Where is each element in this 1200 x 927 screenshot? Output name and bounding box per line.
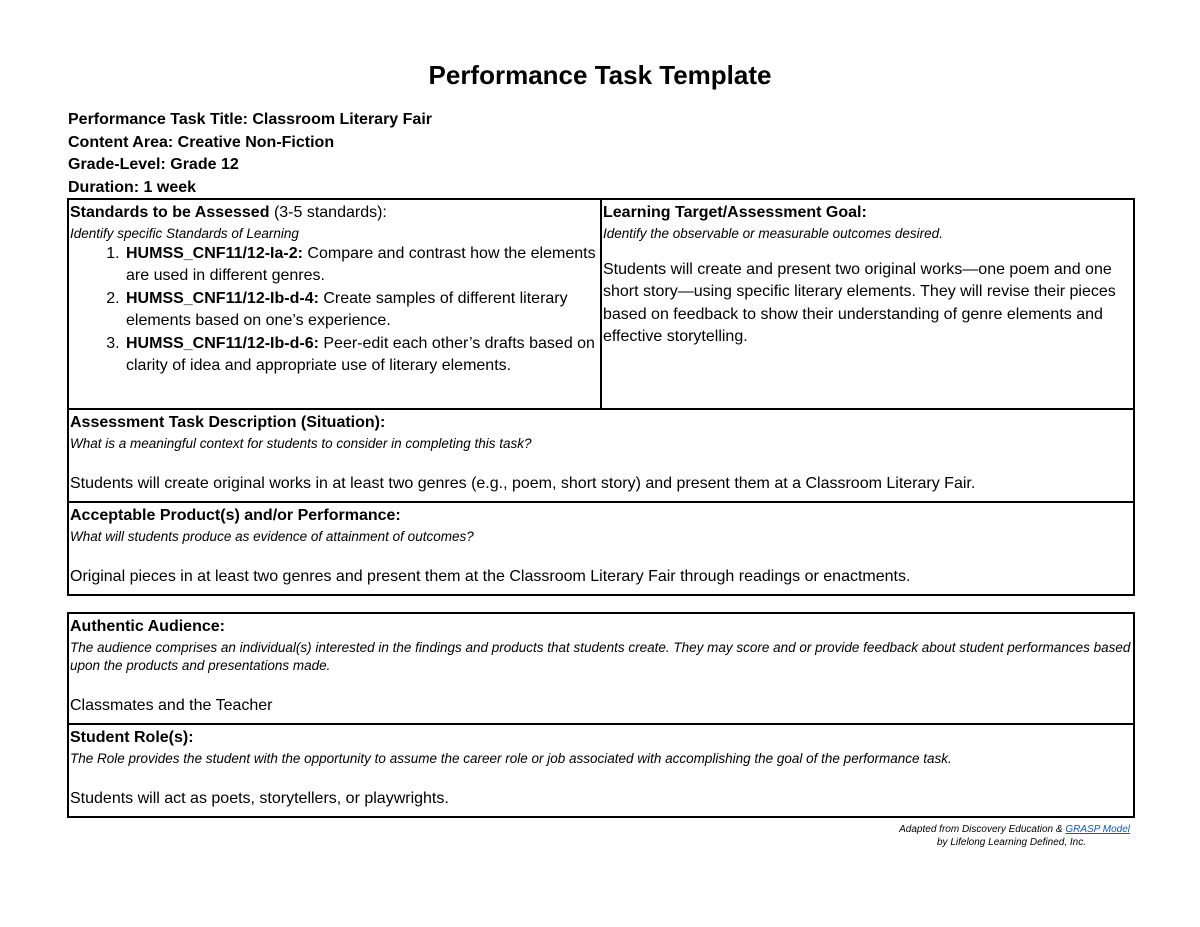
task-description-instruction: What is a meaningful context for students to consider in completing this task? — [70, 435, 532, 451]
task-description-body: Students will create original works in at least two genres (e.g., poem, short story) and present them at a Classroom Literary Fair. — [70, 474, 976, 492]
standard-item: 3. HUMSS_CNF11/12-Ib-d-6: Peer-edit each other’s drafts based on clarity of idea and appropriate use of literary elements. — [124, 333, 598, 378]
duration: Duration: 1 week — [68, 178, 197, 196]
attribution-prefix: Adapted from Discovery Education & — [899, 824, 1063, 835]
role-instruction: The Role provides the student with the opportunity to assume the career role or job associated with accomplishing the goal of the performance task. — [70, 750, 952, 766]
task-metadata — [68, 109, 432, 199]
audience-cell — [68, 613, 1134, 724]
standard-item: 2. HUMSS_CNF11/12-Ib-d-4: Create samples of different literary elements based on one’s experience. — [124, 288, 598, 333]
learning-target-heading: Learning Target/Assessment Goal: — [603, 204, 867, 221]
audience-instruction: The audience comprises an individual(s) interested in the findings and products that students create. They may score and or provide feedback about student performances based upon the products and presentations made. — [70, 639, 1131, 673]
standards-cell — [68, 199, 601, 409]
role-cell — [68, 724, 1134, 817]
task-title: Performance Task Title: Classroom Literary Fair — [68, 111, 432, 128]
audience-body: Classmates and the Teacher — [70, 696, 273, 714]
standards-list — [70, 243, 598, 378]
standards-instruction: Identify specific Standards of Learning — [70, 225, 299, 241]
attribution-line2: by Lifelong Learning Defined, Inc. — [937, 837, 1086, 848]
attribution — [880, 823, 1130, 849]
product-instruction: What will students produce as evidence of attainment of outcomes? — [70, 528, 474, 544]
task-table-grasp — [67, 612, 1135, 818]
learning-target-body: Students will create and present two original works—one poem and one short story—using specific literary elements. They will revise their pieces based on feedback to show their understanding of genre elements and effective storytelling. — [603, 260, 1116, 345]
product-body: Original pieces in at least two genres and present them at the Classroom Literary Fair through readings or enactments. — [70, 567, 911, 585]
task-table-main — [67, 198, 1135, 596]
content-area: Content Area: Creative Non-Fiction — [68, 133, 335, 151]
page-title: Performance Task Template — [428, 60, 772, 90]
grasp-model-link[interactable]: GRASP Model — [1065, 824, 1130, 835]
role-heading: Student Role(s): — [70, 729, 194, 746]
task-description-cell — [68, 409, 1134, 502]
product-heading: Acceptable Product(s) and/or Performance: — [70, 507, 401, 524]
audience-heading: Authentic Audience: — [70, 618, 225, 635]
standards-heading-note: (3-5 standards): — [273, 204, 387, 221]
role-body: Students will act as poets, storytellers, or playwrights. — [70, 789, 449, 807]
task-description-heading: Assessment Task Description (Situation): — [70, 414, 386, 431]
learning-target-instruction: Identify the observable or measurable outcomes desired. — [603, 225, 943, 241]
product-cell — [68, 502, 1134, 595]
learning-target-cell — [601, 199, 1134, 409]
standard-item: 1. HUMSS_CNF11/12-Ia-2: Compare and contrast how the elements are used in different genres. — [124, 243, 598, 288]
standards-heading: Standards to be Assessed (3-5 standards): — [70, 204, 387, 221]
grade-level: Grade-Level: Grade 12 — [68, 156, 239, 173]
